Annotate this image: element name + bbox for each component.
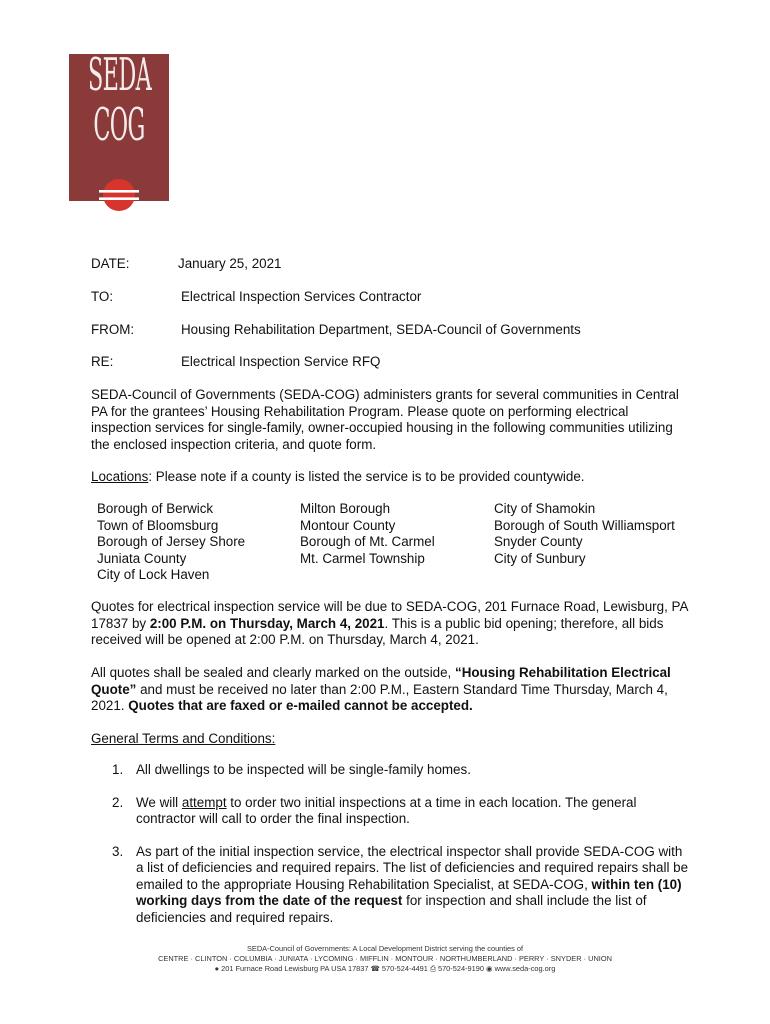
location-item: Juniata County [97, 550, 187, 566]
locations-column-1 [97, 501, 245, 584]
intro-paragraph: SEDA-Council of Governments (SEDA-COG) administers grants for several communities in Central PA for the grantees’ Housing Rehabilitation Program. Please quote on performing electrical inspection services for single-family, owner-occupied housing in the following communities utilizing the enclosed inspection criteria, and quote form. [91, 387, 679, 452]
fax-email-warning: Quotes that are faxed or e-mailed cannot be accepted. [128, 698, 473, 713]
quotes-text: Quotes for electrical inspection service will be due to SEDA-COG, 201 Furnace Road, Lewisburg, PA 17837 by [91, 599, 688, 631]
sealed-quotes-paragraph [91, 665, 691, 715]
phone-icon: ☎ [370, 964, 380, 973]
location-item: Montour County [300, 517, 396, 533]
list-number: 3. [112, 843, 124, 859]
date-label: DATE: [91, 256, 130, 271]
location-item: Milton Borough [300, 501, 391, 516]
list-number: 2. [112, 794, 124, 810]
footer-phone: 570-524-4491 [381, 964, 428, 973]
location-item: City of Sunbury [494, 550, 586, 566]
location-item: Borough of Mt. Carmel [300, 534, 435, 549]
term-text: to order two initial inspections at a time in each location. The general contractor will call to order the final inspection. [136, 794, 637, 826]
date-value: January 25, 2021 [178, 256, 282, 271]
logo-mark-icon [97, 178, 141, 212]
location-item: City of Shamokin [494, 501, 596, 516]
location-item: Borough of South Williamsport [494, 517, 675, 533]
location-item: Mt. Carmel Township [300, 550, 425, 566]
logo-text-cog: COG [93, 99, 145, 151]
to-value: Electrical Inspection Services Contractor [181, 289, 422, 304]
list-item [91, 795, 691, 828]
list-item [91, 844, 691, 927]
terms-list [91, 762, 691, 942]
footer-fax: 570-524-9190 [437, 964, 484, 973]
quotes-due-paragraph [91, 599, 691, 649]
footer-counties: CENTRE · CLINTON · COLUMBIA · JUNIATA · LYCOMING · MIFFLIN · MONTOUR · NORTHUMBERLAND · PERRY · SNYDER · UNION [158, 954, 612, 963]
location-item: Town of Bloomsburg [97, 517, 219, 533]
location-pin-icon: ● [214, 964, 220, 973]
fax-icon: ⎙ [429, 964, 436, 973]
locations-note: : Please note if a county is listed the service is to be provided countywide. [148, 469, 585, 484]
list-number: 1. [112, 762, 124, 777]
list-item [91, 762, 691, 779]
location-item: City of Lock Haven [97, 567, 210, 582]
term-emphasis: within ten (10) working days from the date of the request [136, 876, 682, 908]
terms-heading: General Terms and Conditions: [91, 731, 276, 746]
location-item: Borough of Berwick [97, 501, 214, 516]
from-label: FROM: [91, 322, 135, 337]
quote-marking: “Housing Rehabilitation Electrical Quote” [91, 665, 671, 697]
locations-column-2 [300, 501, 435, 567]
footer [120, 944, 650, 974]
re-value: Electrical Inspection Service RFQ [181, 354, 381, 369]
footer-tagline: SEDA-Council of Governments: A Local Development District serving the counties of [246, 944, 524, 953]
terms-heading-line [91, 731, 691, 748]
footer-contact [120, 964, 650, 974]
footer-address: 201 Furnace Road Lewisburg PA USA 17837 [221, 964, 369, 973]
location-item: Borough of Jersey Shore [97, 534, 246, 549]
from-value: Housing Rehabilitation Department, SEDA-Council of Governments [181, 322, 581, 337]
term-emphasis: attempt [181, 794, 227, 810]
quotes-text: . This is a public bid opening; therefore, all bids received will be opened at 2:00 P.M. on Thursday, March 4, 2021. [91, 615, 664, 647]
sealed-text: All quotes shall be sealed and clearly marked on the outside, [91, 665, 455, 680]
sealed-text: and must be received no later than 2:00 P.M., Eastern Standard Time Thursday, March 4, 2021. [91, 681, 668, 713]
term-text: As part of the initial inspection service, the electrical inspector shall provide SEDA-COG with a list of deficiencies and required repairs. The list of deficiencies and required repairs shall be emailed to the appropriate Housing Rehabilitation Specialist, at SEDA-COG, [136, 843, 689, 892]
location-item: Snyder County [494, 534, 583, 549]
term-text: for inspection and shall include the list of deficiencies and required repairs. [136, 893, 647, 925]
seda-cog-logo [69, 49, 169, 201]
term-text: We will [136, 794, 182, 810]
locations-column-3 [494, 501, 675, 567]
quotes-deadline: 2:00 P.M. on Thursday, March 4, 2021 [149, 615, 385, 631]
re-label: RE: [91, 354, 114, 369]
globe-icon: ◉ [486, 964, 493, 973]
locations-line [91, 469, 691, 486]
to-label: TO: [91, 289, 114, 304]
logo-text-seda: SEDA [88, 49, 152, 101]
term-text: All dwellings to be inspected will be single-family homes. [136, 762, 471, 777]
footer-website[interactable]: www.seda-cog.org [494, 964, 556, 973]
locations-heading: Locations [91, 469, 149, 484]
